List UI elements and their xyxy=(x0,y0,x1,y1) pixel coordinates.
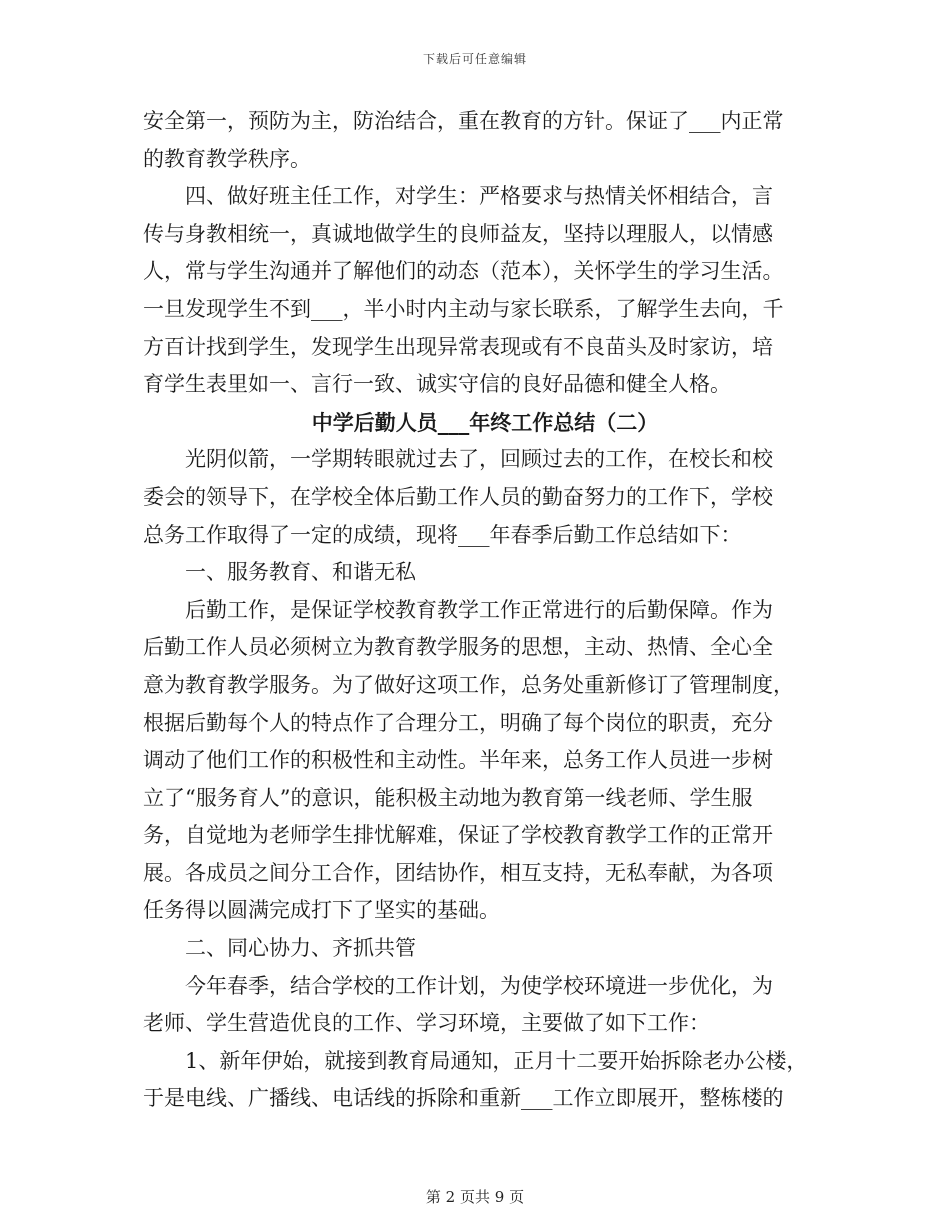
text-line: 方百计找到学生，发现学生出现异常表现或有不良苗头及时家访，培 xyxy=(143,334,773,359)
text-line: 一旦发现学生不到___，半小时内主动与家长联系，了解学生去向，千 xyxy=(143,296,784,321)
paragraph-start: 今年春季，结合学校的工作计划，为使学校环境进一步优化，为 xyxy=(185,973,773,998)
section-title: 中学后勤人员___年终工作总结（二） xyxy=(311,409,659,435)
document-body xyxy=(143,103,813,1118)
page-number-footer: 第 2 页共 9 页 xyxy=(425,1188,525,1206)
page-header-note: 下载后可任意编辑 xyxy=(422,52,527,66)
text-line: 后勤工作人员必须树立为教育教学服务的思想，主动、热情、全心全 xyxy=(143,635,773,660)
text-line: 安全第一，预防为主，防治结合，重在教育的方针。保证了___内正常 xyxy=(143,109,784,133)
paragraph-start: 1、新年伊始，就接到教育局通知，正月十二要开始拆除老办公楼， xyxy=(185,1048,808,1073)
text-line: 务，自觉地为老师学生排忧解难，保证了学校教育教学工作的正常开 xyxy=(143,823,773,848)
text-line: 人，常与学生沟通并了解他们的动态（范本），关怀学生的学习生活。 xyxy=(143,259,784,284)
text-line: 于是电线、广播线、电话线的拆除和重新___工作立即展开，整栋楼的 xyxy=(143,1086,784,1111)
text-line: 意为教育教学服务。为了做好这项工作，总务处重新修订了管理制度， xyxy=(143,672,794,697)
text-line: 老师、学生营造优良的工作、学习环境，主要做了如下工作： xyxy=(143,1011,710,1036)
text-line: 的教育教学秩序。 xyxy=(143,146,311,171)
text-line: 展。各成员之间分工合作，团结协作，相互支持，无私奉献，为各项 xyxy=(143,860,773,885)
text-line: 根据后勤每个人的特点作了合理分工，明确了每个岗位的职责，充分 xyxy=(143,710,773,735)
text-line: 育学生表里如一、言行一致、诚实守信的良好品德和健全人格。 xyxy=(143,372,731,397)
paragraph-start: 光阴似箭，一学期转眼就过去了，回顾过去的工作，在校长和校 xyxy=(185,447,773,472)
text-line: 传与身教相统一，真诚地做学生的良师益友，坚持以理服人，以情感 xyxy=(143,221,773,246)
subheading: 二、同心协力、齐抓共管 xyxy=(185,936,416,961)
text-line: 任务得以圆满完成打下了坚实的基础。 xyxy=(143,898,500,923)
text-line: 调动了他们工作的积极性和主动性。半年来，总务工作人员进一步树 xyxy=(143,748,773,773)
text-line: 总务工作取得了一定的成绩，现将___年春季后勤工作总结如下： xyxy=(143,522,742,547)
paragraph-start: 四、做好班主任工作，对学生：严格要求与热情关怀相结合，言 xyxy=(185,184,773,209)
paragraph-start: 后勤工作，是保证学校教育教学工作正常进行的后勤保障。作为 xyxy=(185,597,773,622)
subheading: 一、服务教育、和谐无私 xyxy=(185,560,416,585)
text-line: 立了“服务育人”的意识，能积极主动地为教育第一线老师、学生服 xyxy=(143,785,753,810)
text-line: 委会的领导下，在学校全体后勤工作人员的勤奋努力的工作下，学校 xyxy=(143,484,773,509)
